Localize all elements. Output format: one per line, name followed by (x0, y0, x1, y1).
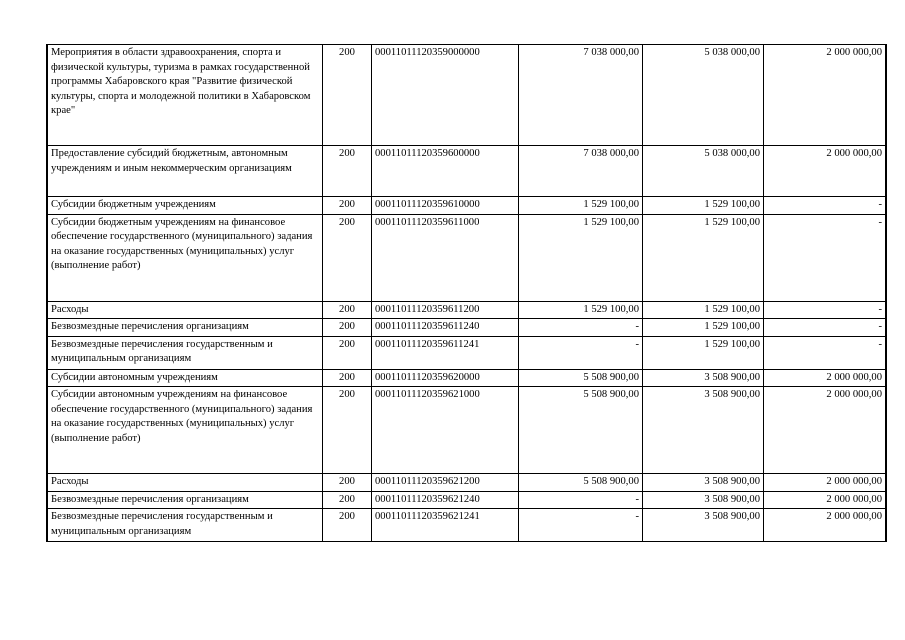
row-remaining-amount-cell: 2 000 000,00 (764, 45, 887, 146)
table-row (47, 45, 886, 146)
row-approved-amount-cell: 5 508 900,00 (519, 369, 643, 387)
row-executed-amount-cell: 1 529 100,00 (643, 197, 764, 215)
row-remaining-amount-cell: - (764, 319, 887, 337)
row-budget-code-cell: 00011011120359600000 (372, 146, 519, 197)
row-remaining-amount-cell: - (764, 336, 887, 369)
row-remaining-amount-cell: 2 000 000,00 (764, 369, 887, 387)
row-admin-code-cell: 200 (323, 301, 372, 319)
row-admin-code-cell: 200 (323, 146, 372, 197)
row-remaining-amount-cell: 2 000 000,00 (764, 509, 887, 542)
table-row (47, 319, 886, 337)
row-approved-amount-cell: 7 038 000,00 (519, 45, 643, 146)
row-admin-code-cell: 200 (323, 214, 372, 301)
table-row (47, 197, 886, 215)
row-admin-code-cell: 200 (323, 197, 372, 215)
row-approved-amount-cell: 1 529 100,00 (519, 197, 643, 215)
row-admin-code-cell: 200 (323, 336, 372, 369)
row-remaining-amount-cell: 2 000 000,00 (764, 387, 887, 474)
row-executed-amount-cell: 5 038 000,00 (643, 45, 764, 146)
row-name-cell: Безвозмездные перечисления государственным и муниципальным организациям (47, 336, 323, 369)
row-executed-amount-cell: 1 529 100,00 (643, 301, 764, 319)
row-name-cell: Субсидии автономным учреждениям (47, 369, 323, 387)
row-name-cell: Субсидии бюджетным учреждениям (47, 197, 323, 215)
table-row (47, 474, 886, 492)
row-name-cell: Субсидии бюджетным учреждениям на финансовое обеспечение государственного (муниципального) задания на оказание государственных (муниципальных) услуг (выполнение работ) (47, 214, 323, 301)
row-approved-amount-cell: 1 529 100,00 (519, 301, 643, 319)
row-name-cell: Безвозмездные перечисления организациям (47, 319, 323, 337)
row-budget-code-cell: 00011011120359621240 (372, 491, 519, 509)
row-approved-amount-cell: - (519, 491, 643, 509)
table-row (47, 336, 886, 369)
row-budget-code-cell: 00011011120359611000 (372, 214, 519, 301)
row-remaining-amount-cell: - (764, 301, 887, 319)
row-admin-code-cell: 200 (323, 474, 372, 492)
row-name-cell: Безвозмездные перечисления государственным и муниципальным организациям (47, 509, 323, 542)
row-name-cell: Мероприятия в области здравоохранения, спорта и физической культуры, туризма в рамках государственной программы Хабаровского края "Развитие физической культуры, спорта и молодежной политики в Хабаровском крае" (47, 45, 323, 146)
row-executed-amount-cell: 3 508 900,00 (643, 369, 764, 387)
row-name-cell: Расходы (47, 474, 323, 492)
row-executed-amount-cell: 1 529 100,00 (643, 214, 764, 301)
row-approved-amount-cell: - (519, 319, 643, 337)
row-admin-code-cell: 200 (323, 387, 372, 474)
table-body (47, 45, 886, 542)
row-admin-code-cell: 200 (323, 509, 372, 542)
row-admin-code-cell: 200 (323, 319, 372, 337)
row-budget-code-cell: 00011011120359611240 (372, 319, 519, 337)
table-row (47, 491, 886, 509)
row-admin-code-cell: 200 (323, 491, 372, 509)
row-name-cell: Безвозмездные перечисления организациям (47, 491, 323, 509)
budget-execution-table (46, 44, 887, 542)
row-name-cell: Расходы (47, 301, 323, 319)
row-executed-amount-cell: 3 508 900,00 (643, 491, 764, 509)
row-executed-amount-cell: 3 508 900,00 (643, 509, 764, 542)
row-executed-amount-cell: 5 038 000,00 (643, 146, 764, 197)
row-budget-code-cell: 00011011120359620000 (372, 369, 519, 387)
row-remaining-amount-cell: 2 000 000,00 (764, 474, 887, 492)
row-admin-code-cell: 200 (323, 45, 372, 146)
row-remaining-amount-cell: 2 000 000,00 (764, 491, 887, 509)
row-approved-amount-cell: 5 508 900,00 (519, 474, 643, 492)
row-approved-amount-cell: 5 508 900,00 (519, 387, 643, 474)
row-budget-code-cell: 00011011120359000000 (372, 45, 519, 146)
row-budget-code-cell: 00011011120359621000 (372, 387, 519, 474)
table-row (47, 214, 886, 301)
row-executed-amount-cell: 3 508 900,00 (643, 387, 764, 474)
row-budget-code-cell: 00011011120359611241 (372, 336, 519, 369)
table-row (47, 509, 886, 542)
row-remaining-amount-cell: - (764, 214, 887, 301)
row-remaining-amount-cell: 2 000 000,00 (764, 146, 887, 197)
row-executed-amount-cell: 1 529 100,00 (643, 319, 764, 337)
table-row (47, 301, 886, 319)
table-row (47, 369, 886, 387)
row-approved-amount-cell: - (519, 336, 643, 369)
row-approved-amount-cell: - (519, 509, 643, 542)
row-budget-code-cell: 00011011120359621241 (372, 509, 519, 542)
table-row (47, 146, 886, 197)
row-executed-amount-cell: 3 508 900,00 (643, 474, 764, 492)
row-budget-code-cell: 00011011120359621200 (372, 474, 519, 492)
table-row (47, 387, 886, 474)
row-budget-code-cell: 00011011120359611200 (372, 301, 519, 319)
row-budget-code-cell: 00011011120359610000 (372, 197, 519, 215)
row-approved-amount-cell: 1 529 100,00 (519, 214, 643, 301)
row-admin-code-cell: 200 (323, 369, 372, 387)
row-executed-amount-cell: 1 529 100,00 (643, 336, 764, 369)
row-approved-amount-cell: 7 038 000,00 (519, 146, 643, 197)
row-name-cell: Субсидии автономным учреждениям на финансовое обеспечение государственного (муниципального) задания на оказание государственных (муниципальных) услуг (выполнение работ) (47, 387, 323, 474)
row-remaining-amount-cell: - (764, 197, 887, 215)
row-name-cell: Предоставление субсидий бюджетным, автономным учреждениям и иным некоммерческим организациям (47, 146, 323, 197)
